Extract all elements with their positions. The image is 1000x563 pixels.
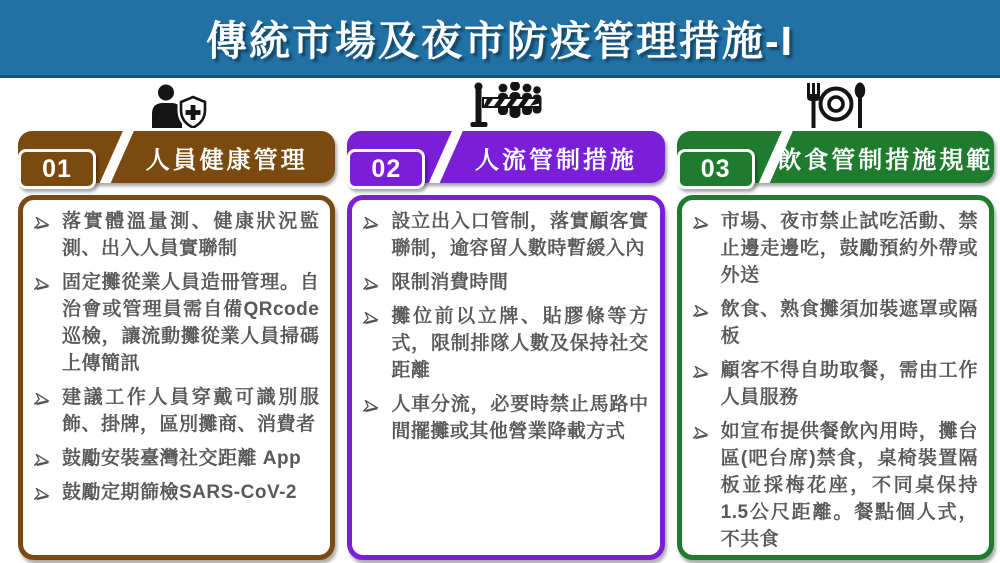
list-item: [32, 270, 319, 378]
list-item: [691, 297, 978, 351]
banner-title: 飲食管制措施規範: [777, 146, 994, 174]
item-text: 市場、夜市禁止試吃活動、禁止邊走邊吃，鼓勵預約外帶或外送: [720, 211, 978, 286]
crowd-barrier-icon: [347, 82, 664, 128]
banner-number-badge: 02: [347, 149, 425, 189]
list-item: [361, 304, 648, 385]
list-item: [32, 385, 319, 439]
item-text: 人車分流，必要時禁止馬路中間擺攤或其他營業降載方式: [391, 393, 649, 442]
list-item: [32, 480, 319, 507]
arrow-bullet-icon: [693, 302, 710, 329]
banner-food-control: [677, 131, 994, 183]
banner-health-management: [18, 131, 335, 183]
item-text: 固定攤從業人員造冊管理。自治會或管理員需自備QRcode巡檢，讓流動攤從業人員掃碼上傳簡訊: [62, 271, 320, 374]
item-text: 限制消費時間: [391, 271, 509, 293]
arrow-bullet-icon: [693, 363, 710, 390]
person-health-shield-icon: [18, 82, 335, 128]
list-item: [691, 358, 978, 412]
arrow-bullet-icon: [363, 275, 380, 302]
item-text: 鼓勵安裝臺灣社交距離 App: [62, 447, 302, 469]
slide-title: 傳統市場及夜市防疫管理措施-I: [205, 18, 795, 64]
item-text: 顧客不得自助取餐，需由工作人員服務: [720, 359, 978, 408]
arrow-bullet-icon: [363, 309, 380, 336]
banner-number-badge: 03: [677, 149, 755, 189]
list-item: [32, 446, 319, 473]
list-item: [361, 209, 648, 263]
list-item: [691, 209, 978, 290]
item-text: 建議工作人員穿戴可識別服飾、掛牌，區別攤商、消費者: [62, 386, 320, 435]
arrow-bullet-icon: [34, 275, 51, 302]
list-item: [691, 419, 978, 554]
columns-container: [0, 78, 1000, 560]
column-health-management: [18, 82, 335, 560]
arrow-bullet-icon: [34, 451, 51, 478]
dining-icon: [677, 82, 994, 128]
item-text: 落實體溫量測、健康狀況監測、出入人員實聯制: [62, 211, 320, 259]
arrow-bullet-icon: [363, 214, 380, 241]
item-text: 飲食、熟食攤須加裝遮罩或隔板: [720, 298, 978, 347]
list-item: [32, 209, 319, 263]
item-text: 鼓勵定期篩檢SARS-CoV-2: [62, 481, 297, 503]
slide-header: [0, 0, 1000, 78]
item-text: 設立出入口管制，落實顧客實聯制，逾容留人數時暫緩入內: [391, 211, 649, 259]
arrow-bullet-icon: [34, 214, 51, 241]
list-item: [361, 270, 648, 297]
item-text: 攤位前以立牌、貼膠條等方式，限制排隊人數及保持社交距離: [391, 305, 649, 381]
banner-crowd-control: [347, 131, 664, 183]
bullet-list: [361, 209, 648, 446]
bullet-list: [691, 209, 978, 554]
content-box-health: [18, 195, 335, 560]
arrow-bullet-icon: [693, 424, 710, 451]
banner-number-badge: 01: [18, 149, 96, 189]
column-food-control: [677, 82, 994, 560]
bullet-list: [32, 209, 319, 507]
arrow-bullet-icon: [693, 214, 710, 241]
content-box-crowd: [347, 195, 664, 560]
column-crowd-control: [347, 82, 664, 560]
item-text: 如宣布提供餐飲內用時，攤台區(吧台席)禁食，桌椅裝置隔板並採梅花座，不同桌保持1.5公尺距離。餐點個人式，不共食: [720, 420, 978, 550]
banner-title: 人流管制措施: [474, 146, 637, 174]
arrow-bullet-icon: [34, 390, 51, 417]
arrow-bullet-icon: [34, 485, 51, 512]
list-item: [361, 392, 648, 446]
banner-title: 人員健康管理: [145, 146, 308, 174]
content-box-food: [677, 195, 994, 560]
arrow-bullet-icon: [363, 397, 380, 424]
